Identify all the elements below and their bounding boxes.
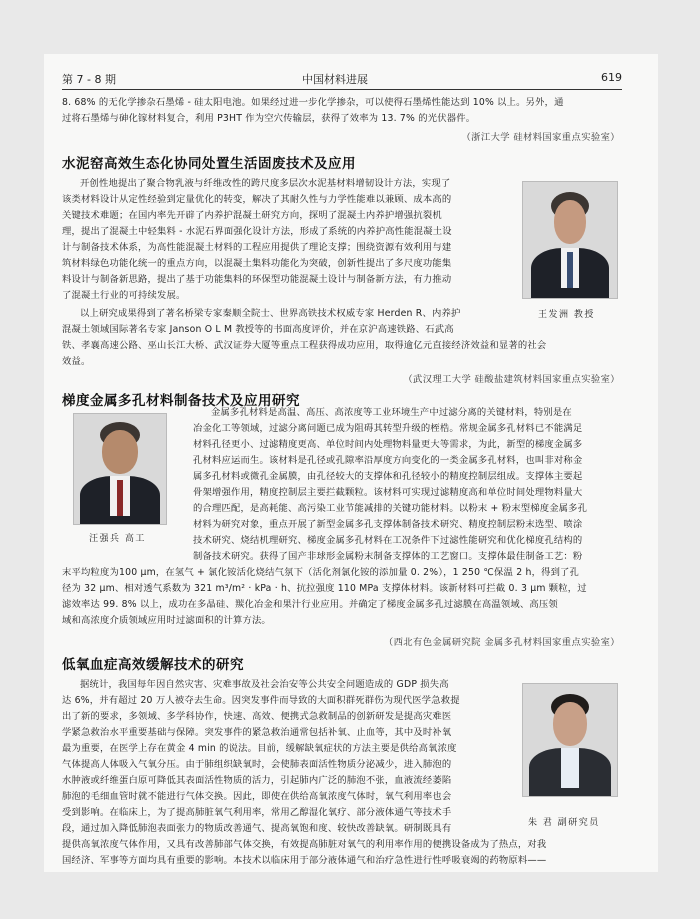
author-photo xyxy=(522,683,618,797)
text-line: 水肿液或纤维蛋白原可降低其表面活性物质的活力，引起肺内广泛的肺泡不张，血液流经萎陷 xyxy=(62,775,452,786)
text-line: 计与制备技术体系，为高性能混凝土材料的工程应用提供了理论支撑；围绕资源有效利用与建 xyxy=(62,242,452,253)
journal-title: 中国材料进展 xyxy=(302,73,368,86)
intro-paragraph xyxy=(62,95,632,127)
text-line: 筑材料绿色功能化统一的重点方向，以混凝土集料功能化为突破，创新性提出了多尺度功能集 xyxy=(62,258,452,269)
article-title: 梯度金属多孔材料制备技术及应用研究 xyxy=(62,393,300,409)
text-line: 域和高浓度介质领域应用时过滤面积的计算方法。 xyxy=(62,615,271,626)
article-paragraph xyxy=(62,677,494,693)
text-line: 关键技术难题；在国内率先开辟了内养护混凝土研究方向，探明了混凝土内养护增强抗裂机 xyxy=(62,210,442,221)
text-line: 过将石墨烯与砷化镓材料复合，利用 P3HT 作为空穴传输层，获得了效率为 13. 7% 的光伏器件。 xyxy=(62,113,476,124)
text-line: 据统计，我国每年因自然灾害、灾难事故及社会治安等公共安全问题造成的 GDP 损失高 xyxy=(80,679,449,690)
page-number: 619 xyxy=(601,71,622,84)
article-paragraph xyxy=(62,176,494,192)
text-line: 材料孔径更小、过滤精度更高、单位时间内处理物料量更大等需求，为此，新型的梯度金属多 xyxy=(193,439,583,450)
text-line: 滤效率达 99. 8% 以上，成功在多晶硅、羰化冶金和果汁行业应用。并确定了梯度金属多孔过滤膜在高温领域、高压领 xyxy=(62,599,558,610)
author-caption: 汪强兵 高工 xyxy=(89,534,146,544)
article-paragraph xyxy=(193,405,623,421)
source-affiliation: （武汉理工大学 硅酸盐建筑材料国家重点实验室） xyxy=(403,374,620,385)
text-line: 属多孔材料或微孔金属膜，由孔径较大的支撑体和孔径较小的精度控制层组成。支撑体主要起 xyxy=(193,471,583,482)
text-line: 开创性地提出了聚合物乳液与纤维改性的跨尺度多层次水泥基材料增韧设计方法，实现了 xyxy=(80,178,451,189)
text-line: 铁、孝襄高速公路、巫山长江大桥、武汉证券大厦等重点工程获得成功应用，取得逾亿元直接经济效益和显著的社会 xyxy=(62,340,547,351)
text-line: 径为 32 μm、相对透气系数为 321 m³/m² · kPa · h、抗拉强度 110 MPa 支撑体材料。该新材料可拦截 0. 3 μm 颗粒，过 xyxy=(62,583,587,594)
article-paragraph xyxy=(62,693,494,837)
text-line: 提供高氧浓度气体作用，又具有改善肺部气体交换，有效提高肺脏对氧气的利用率作用的便携设备成为了热点，对我 xyxy=(62,839,547,850)
text-line: 冶金化工等领域，过滤分离问题已成为阻碍其转型升级的桎梏。常规金属多孔材料已不能满足 xyxy=(193,423,583,434)
running-header xyxy=(62,71,622,87)
author-caption: 王发洲 教授 xyxy=(538,310,595,320)
text-line: 肺泡的毛细血管时就不能进行气体交换。因此，即使在供给高氧浓度气体时，氧气利用率也会 xyxy=(62,791,452,802)
article-paragraph xyxy=(62,565,632,629)
text-line: 了混凝土行业的可持续发展。 xyxy=(62,290,186,301)
issue-number: 第 7 - 8 期 xyxy=(62,73,116,86)
text-line: 金属多孔材料是高温、高压、高浓度等工业环境生产中过滤分离的关键材料，特别是在 xyxy=(211,407,572,418)
text-line: 最为重要，在医学上存在黄金 4 min 的说法。目前，缓解缺氧症状的方法主要是供给高氧浓度 xyxy=(62,743,457,754)
text-line: 制备技术研究。获得了国产非球形金属粉末制备支撑体的工艺窗口。支撑体最佳制备工艺：粉 xyxy=(193,551,583,562)
article-paragraph xyxy=(62,837,632,869)
text-line: 受到影响。在临床上，为了提高肺脏氧气利用率，常用乙醇湿化氧疗、部分液体通气等技术手 xyxy=(62,807,452,818)
text-line: 末平均粒度为100 μm，在氢气 + 氯化铵活化烧结气氛下（活化剂氯化铵的添加量 0. 2%），1 250 ℃保温 2 h，得到了孔 xyxy=(62,567,580,578)
article-paragraph xyxy=(193,421,623,565)
text-line: 学紧急救治水平重要基础与保障。突发事件的紧急救治通常包括补氧、止血等，其中及时补氧 xyxy=(62,727,452,738)
text-line: 材料为研究对象，重点开展了新型金属多孔支撑体制备技术研究、精度控制层粉末选型、喷涂 xyxy=(193,519,583,530)
author-photo xyxy=(73,413,167,525)
article-title: 低氧血症高效缓解技术的研究 xyxy=(62,657,244,673)
text-line: 料设计与制备新思路，提出了基于功能集料的环保型功能混凝土设计与制备新方法，有力推动 xyxy=(62,274,452,285)
text-line: 国经济、军事等方面均具有重要的影响。本技术以临床用于部分液体通气和治疗急性进行性呼吸衰竭的药物原料—— xyxy=(62,855,547,866)
text-line: 该类材料设计从定性经验到定量优化的转变，解决了其耐久性与力学性能难以兼顾、成本高的 xyxy=(62,194,452,205)
text-line: 技术研究、烧结机理研究、梯度金属多孔材料在工况条件下过滤性能研究和优化梯度孔结构的 xyxy=(193,535,583,546)
text-line: 的合理匹配，是高耗能、高污染工业节能减排的关键功能材料。以粉末 + 粉末型梯度金属多孔 xyxy=(193,503,588,514)
source-affiliation: （浙江大学 硅材料国家重点实验室） xyxy=(461,132,620,143)
text-line: 出了新的要求，多领域、多学科协作，快速、高效、便携式急救制品的创新研发是提高灾难医 xyxy=(62,711,452,722)
header-rule xyxy=(62,89,622,90)
author-caption: 朱 君 副研究员 xyxy=(528,818,600,828)
text-line: 以上研究成果得到了著名桥梁专家秦顺全院士、世界高铁技术权威专家 Herden R、内养护 xyxy=(80,308,461,319)
author-photo xyxy=(522,181,618,299)
text-line: 气体提高人体吸入气氧分压。由于肺组织缺氧时，会使肺表面活性物质分泌减少，进入肺泡的 xyxy=(62,759,452,770)
source-affiliation: （西北有色金属研究院 金属多孔材料国家重点实验室） xyxy=(383,637,620,648)
article-title: 水泥窑高效生态化协同处置生活固废技术及应用 xyxy=(62,156,356,172)
text-line: 8. 68% 的无化学掺杂石墨烯 - 硅太阳电池。如果经过进一步化学掺杂，可以使得石墨烯性能达到 10% 以上。另外，通 xyxy=(62,97,564,108)
text-line: 混凝土领域国际著名专家 Janson O L M 教授等的书面高度评价，并在京沪高速铁路、石武高 xyxy=(62,324,454,335)
text-line: 骨架增强作用，精度控制层主要拦截颗粒。该材料可实现过滤精度高和单位时间处理物料量大 xyxy=(193,487,583,498)
article-paragraph xyxy=(62,306,494,322)
text-line: 段，通过加入降低肺泡表面张力的物质改善通气、提高氧饱和度、较快改善缺氧。研制既具有 xyxy=(62,823,452,834)
text-line: 效益。 xyxy=(62,356,91,367)
article-paragraph xyxy=(62,322,632,370)
text-line: 达 6%，并有超过 20 万人被夺去生命。因突发事件而导致的大面积群死群伤为现代医学急救提 xyxy=(62,695,460,706)
article-paragraph xyxy=(62,192,494,304)
text-line: 孔材料应运而生。该材料是孔径或孔隙率沿厚度方向变化的一类金属多孔材料，也叫非对称金 xyxy=(193,455,583,466)
text-line: 理，提出了混凝土中轻集料 - 水泥石界面强化设计方法，形成了系统的内养护高性能混凝土设 xyxy=(62,226,452,237)
